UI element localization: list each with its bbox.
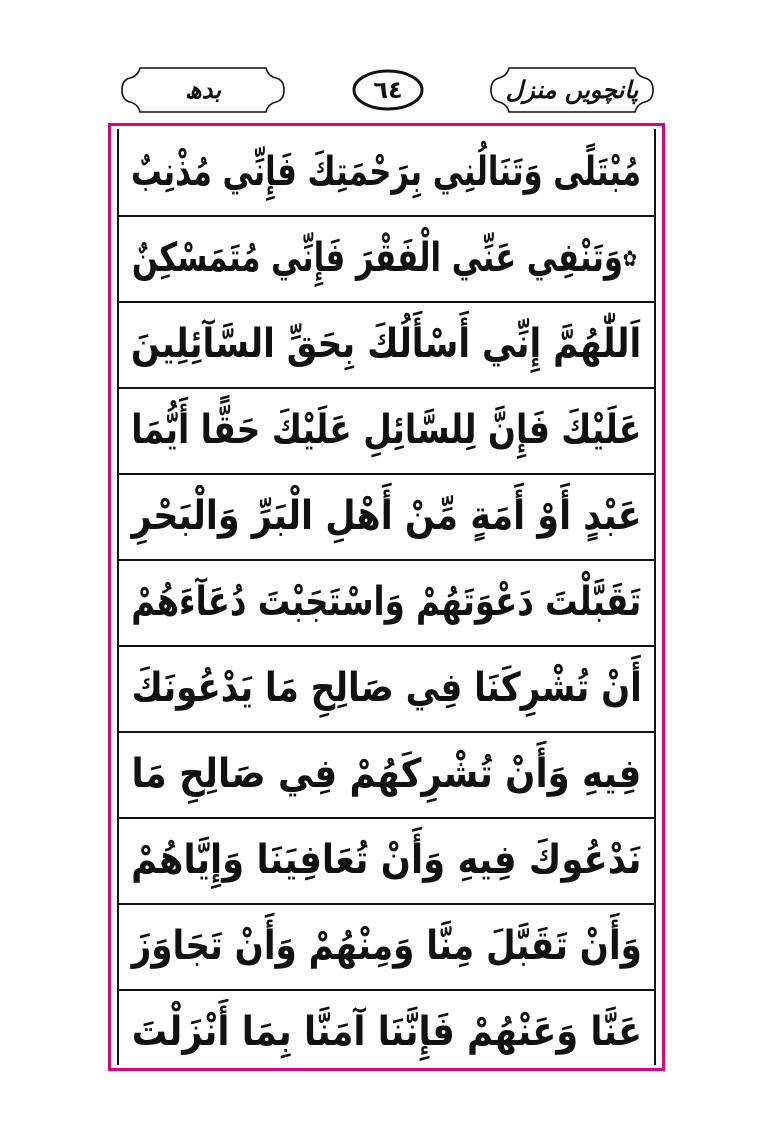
text-line [119,387,654,473]
arabic-line-11: عَنَّا وَعَنْهُمْ فَإِنَّنَا آمَنَّا بِمَا أَنْزَلْتَ [131,1009,642,1055]
text-line [119,817,654,903]
arabic-line-6: تَقَبَّلْتَ دَعْوَتَهُمْ وَاسْتَجَبْتَ دُعَآءَهُمْ [131,579,642,625]
day-label: بدھ [184,76,222,104]
arabic-line-4: عَلَيْكَ فَإِنَّ لِلسَّائِلِ عَلَيْكَ حَقًّا أَيُّمَا [131,407,642,453]
arabic-line-10: وَأَنْ تَقَبَّلَ مِنَّا وَمِنْهُمْ وَأَنْ تَجَاوَزَ [131,923,642,969]
arabic-line-3: اَللّٰهُمَّ إِنِّي أَسْأَلُكَ بِحَقِّ السَّآئِلِينَ [131,321,642,367]
text-line [119,645,654,731]
page-number-badge [352,68,424,112]
arabic-line-2-text: وَتَنْفِي عَنِّي الْفَقْرَ فَإِنِّي مُتَمَسْكِنٌ [131,235,623,281]
text-line [119,989,654,1075]
arabic-line-7: أَنْ تُشْرِكَنَا فِي صَالِحِ مَا يَدْعُونَكَ [131,665,642,711]
text-line [119,559,654,645]
arabic-line-9: نَدْعُوكَ فِيهِ وَأَنْ تُعَافِيَنَا وَإِيَّاهُمْ [131,837,642,883]
day-cartouche [118,62,288,118]
arabic-line-8: فِيهِ وَأَنْ تُشْرِكَهُمْ فِي صَالِحِ مَا [131,751,642,797]
manzil-title: پانچویں منزل [505,76,639,104]
text-frame [108,123,665,1071]
manzil-cartouche [487,62,657,118]
ayah-marker-icon: ✿ [622,247,637,272]
page-number: ٦٤ [373,76,403,104]
text-area [117,129,656,1065]
text-line [119,129,654,215]
arabic-line-2 [131,235,642,281]
text-line [119,731,654,817]
text-line [119,215,654,301]
arabic-line-1: مُبْتَلًى وَتَنَالُنِي بِرَحْمَتِكَ فَإِنِّي مُذْنِبٌ [131,149,642,195]
text-line [119,301,654,387]
page-header [0,0,772,125]
text-line [119,903,654,989]
text-line [119,473,654,559]
arabic-line-5: عَبْدٍ أَوْ أَمَةٍ مِّنْ أَهْلِ الْبَرِّ وَالْبَحْرِ [131,493,642,539]
